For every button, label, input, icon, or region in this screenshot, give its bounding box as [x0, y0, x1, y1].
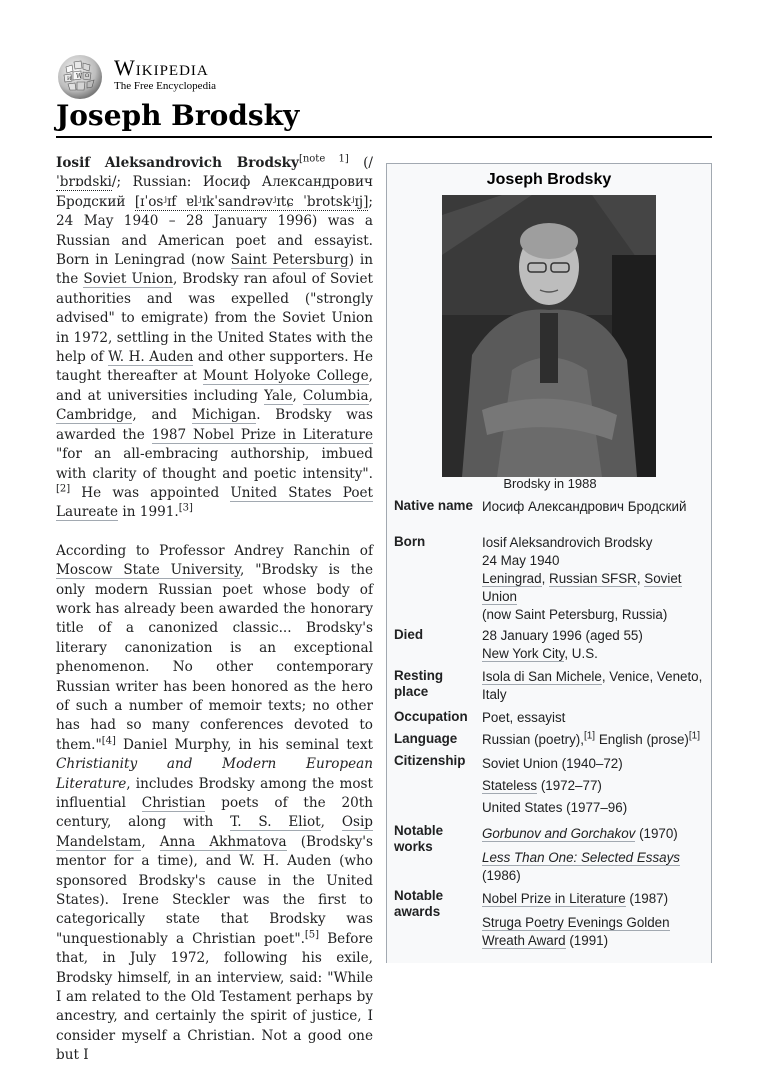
text: and other supporters. He taught thereafter at [56, 349, 373, 385]
site-name: Wikipedia [114, 55, 209, 80]
site-tagline: The Free Encyclopedia [114, 80, 217, 92]
link-ts-eliot[interactable]: T. S. Eliot [230, 814, 321, 831]
row-language [387, 731, 712, 753]
article-body [56, 154, 373, 1085]
text: , [368, 387, 373, 404]
text: , Brodsky ran afoul of Soviet authorities and was expelled ("strongly advised" to emigrate) from the Soviet Union in 1972, settling in the United States with the help of [56, 271, 373, 366]
link-russian-sfsr[interactable]: Russian SFSR [549, 571, 637, 586]
link-poet-laureate[interactable]: United States Poet Laureate [56, 484, 374, 521]
text: (Brodsky's mentor for a time), and W. H. Auden (who sponsored Brodsky's cause in the United States). Irene Steckler was the first to categorically state that Brodsky was "unquestionably a Christian poet". [56, 833, 373, 947]
link-anna-akhmatova[interactable]: Anna Akhmatova [159, 833, 287, 850]
value-died [482, 627, 707, 663]
text: , U.S. [564, 646, 598, 661]
born-name: Iosif Aleksandrovich Brodsky [482, 535, 653, 550]
link-osip-mandelstam[interactable]: Osip Mandelstam [56, 814, 373, 850]
svg-text:Ω: Ω [85, 73, 90, 79]
text: He was appointed [70, 484, 231, 501]
text: , [141, 833, 160, 850]
text: , includes Brodsky among the most influential [56, 775, 373, 811]
text: Daniel Murphy, in his seminal text [115, 736, 373, 753]
page-title: Joseph Brodsky [56, 96, 712, 138]
value-notable-works [482, 823, 707, 885]
born-date: 24 May 1940 [482, 553, 560, 568]
wikipedia-wordmark[interactable] [114, 56, 216, 93]
link-wh-auden[interactable]: W. H. Auden [108, 349, 194, 366]
text: . Brodsky was awarded the [56, 407, 373, 443]
work-1 [482, 823, 707, 845]
text: (1972–77) [537, 778, 602, 793]
svg-text:W: W [76, 73, 83, 80]
born-now: (now Saint Petersburg, Russia) [482, 607, 668, 622]
label-born: Born [394, 534, 426, 549]
award-2 [482, 914, 707, 950]
text: "for an all-embracing authorship, imbued with clarity of thought and poetic intensity". [56, 446, 373, 482]
article-paragraph-2 [56, 542, 373, 1066]
infobox-title: Joseph Brodsky [486, 171, 612, 188]
value-citizenship [482, 753, 707, 819]
ipa-pronunciation-link[interactable]: ˈbrɒdski [56, 174, 112, 191]
born-place [482, 570, 707, 606]
text: , [636, 571, 645, 586]
citizenship-1: Soviet Union (1940–72) [482, 756, 623, 771]
row-notable-works [387, 823, 712, 885]
text: /; Russian: Иосиф Александрович Бродский [56, 174, 373, 210]
link-moscow-state-university[interactable]: Moscow State University [56, 562, 241, 579]
article-paragraph-1 [56, 154, 373, 523]
link-stateless[interactable]: Stateless [482, 778, 538, 793]
award-1 [482, 888, 707, 910]
row-born [387, 534, 712, 629]
label-notable-awards: Notable awards [394, 888, 444, 919]
citizenship-2 [482, 775, 707, 797]
value-occupation: Poet, essayist [482, 710, 566, 725]
value-language [482, 731, 707, 749]
language-ref-2[interactable]: [1] [688, 730, 700, 742]
link-cambridge[interactable]: Cambridge [56, 407, 133, 424]
row-citizenship [387, 753, 712, 821]
row-resting-place [387, 668, 712, 708]
text: (1987) [625, 891, 669, 906]
subject-name: Iosif Aleksandrovich Brodsky [56, 155, 299, 171]
text: , "Brodsky is the only modern Russian poet whose body of work has already been awarded the honorary title of a canonized classic... Brodsky's literary canonization is an exceptional phenomenon. No other contemporary Russian writer has been honored as the hero of such a number of memoir texts; no other has had so many conferences devoted to them." [56, 562, 374, 753]
died-date: 28 January 1996 (aged 55) [482, 628, 643, 643]
label-language: Language [394, 731, 458, 746]
link-struga-poetry-evenings[interactable]: Struga Poetry Evenings Golden [482, 915, 670, 930]
text: (1970) [635, 826, 678, 841]
link-columbia[interactable]: Columbia [302, 387, 369, 404]
link-nobel-prize-literature[interactable]: Nobel Prize in Literature [482, 891, 626, 906]
text: , [292, 387, 303, 404]
language-ref-1[interactable]: [1] [583, 730, 596, 742]
book-title: Christianity and Modern European Literature [56, 756, 373, 792]
link-yale[interactable]: Yale [264, 387, 293, 404]
text: Before that, in July 1972, following his exile, Brodsky himself, in an interview, said: "While I am related to the Old Testament perhaps by ancestry, and certainly the spirit of justice, I consider myself a Christian. Not a good one but I [56, 930, 373, 1064]
value-resting-place [482, 668, 707, 704]
text: (1986) [482, 868, 521, 883]
text: , [320, 814, 342, 831]
text: According to Professor Andrey Ranchin of [56, 542, 373, 559]
link-christian[interactable]: Christian [141, 795, 206, 811]
text: (/ [348, 155, 373, 171]
wikipedia-globe-icon[interactable] [56, 53, 104, 101]
link-born-soviet-union[interactable]: Soviet Union [482, 571, 682, 604]
text: in 1991. [118, 504, 179, 521]
infobox [386, 163, 712, 963]
link-less-than-one[interactable]: Less Than One: Selected Essays [482, 850, 680, 865]
value-born [482, 534, 707, 624]
label-died: Died [394, 627, 424, 642]
link-isola-di-san-michele[interactable]: Isola di San Michele [482, 669, 602, 684]
text: Russian (poetry), [482, 732, 584, 747]
link-michigan[interactable]: Michigan [191, 407, 257, 424]
note-1-link[interactable]: [note 1] [298, 153, 349, 165]
value-notable-awards [482, 888, 707, 950]
text: English (prose) [595, 732, 689, 747]
photo-caption: Brodsky in 1988 [503, 476, 597, 491]
row-died [387, 627, 712, 668]
svg-text:И: И [67, 76, 72, 82]
link-mount-holyoke[interactable]: Mount Holyoke College [202, 368, 369, 385]
value-native-name: Иосиф Александрович Бродский [482, 499, 687, 514]
row-native-name [387, 498, 712, 534]
label-resting-place: Resting place [394, 668, 444, 699]
died-place [482, 645, 707, 663]
work-2 [482, 849, 707, 885]
text: , Venice, Veneto, Italy [482, 669, 703, 702]
link-leningrad[interactable]: Leningrad [482, 571, 542, 586]
ref-5-link[interactable]: [5] [304, 929, 320, 941]
ref-2-link[interactable]: [2] [56, 483, 71, 495]
text: , and [132, 407, 192, 424]
ref-3-link[interactable]: [3] [178, 502, 193, 514]
row-notable-awards [387, 888, 712, 950]
link-new-york-city[interactable]: New York City [482, 646, 565, 661]
text: , [541, 571, 550, 586]
text: , and at universities including [56, 368, 373, 404]
ref-4-link[interactable]: [4] [101, 735, 116, 747]
citizenship-3: United States (1977–96) [482, 800, 628, 815]
label-notable-works: Notable works [394, 823, 444, 854]
row-occupation [387, 709, 712, 731]
link-golden-wreath-award[interactable]: Wreath Award [482, 933, 566, 948]
link-gorbunov-and-gorchakov[interactable]: Gorbunov and Gorchakov [482, 826, 636, 841]
link-saint-petersburg[interactable]: Saint Petersburg [230, 252, 349, 269]
link-nobel-1987[interactable]: 1987 Nobel Prize in Literature [151, 426, 373, 443]
label-citizenship: Citizenship [394, 753, 466, 768]
text: ) in the [56, 252, 373, 288]
link-soviet-union[interactable]: Soviet Union [83, 271, 173, 288]
label-native-name: Native name [394, 498, 473, 513]
text: ; 24 May 1940 – 28 January 1996) was a Russian and American poet and essayist. Born in Leningrad (now [56, 193, 373, 269]
ipa-russian-link[interactable]: [ɪˈosʲɪf ɐlʲɪkˈsandrəvʲɪtɕ ˈbrotskʲɪj] [134, 193, 369, 210]
portrait-photo[interactable] [442, 195, 656, 477]
label-occupation: Occupation [394, 709, 468, 724]
text: (1991) [565, 933, 609, 948]
text: poets of the 20th century, along with [56, 795, 373, 831]
